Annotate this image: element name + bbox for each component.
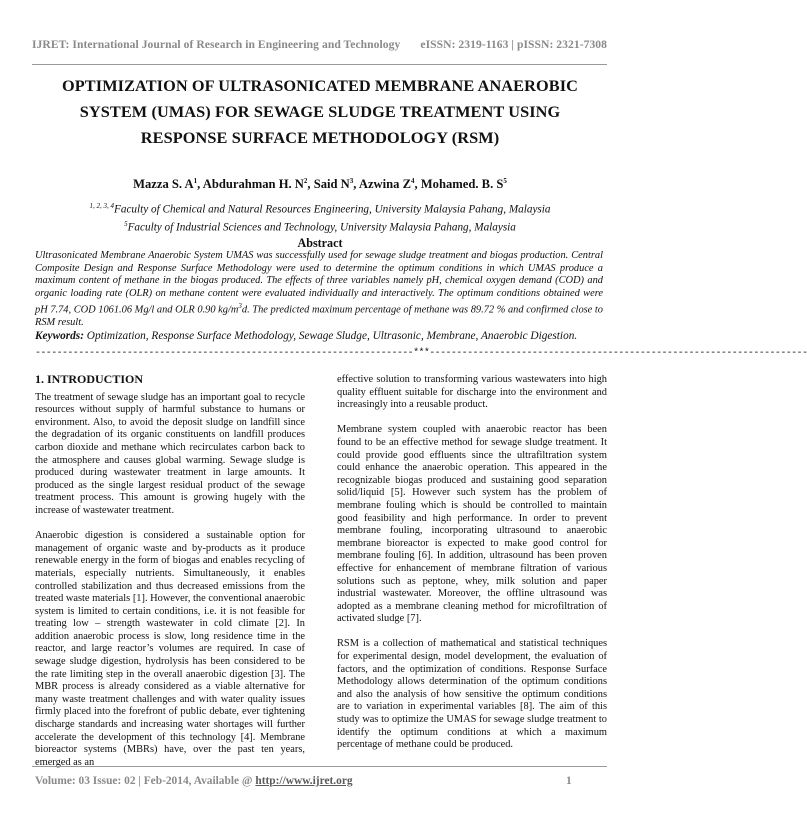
footer-volume: Volume: 03 Issue: 02 | Feb-2014, Available @ bbox=[35, 775, 256, 787]
paragraph: The treatment of sewage sludge has an important goal to recycle resources without supply of harmful substance to humans or environment. Also, to avoid the deposit sludge on landfill since the degradation of its organic constituents on landfill produces carbon dioxide and methane which recirculates carbon back to the atmosphere and causes global warming. Sewage sludge is produced during wastewater treatment in large amounts. It produced as the single largest residual product of the sewage treatment process. This amount is growing hugely with the increase of wastewater treatment. bbox=[35, 391, 305, 516]
abstract-text: Ultrasonicated Membrane Anaerobic System UMAS was successfully used for sewage sludge treatment and biogas production. Central Composite Design and Response Surface Methodology were used to determine the optimum conditions in which UMAS produce a maximum content of methane in the biogas produced. The effects of three variables namely pH, chemical oxygen demand (COD) and organic loading rate (OLR) on methane content were evaluated individually and interactively. The optimum conditions obtained were pH 7.74, COD 1061.06 Mg/l and OLR 0.90 $kg/m^3d$. The predicted maximum percentage of methane was 89.72 % and confirmed close to RSM result. bbox=[35, 250, 604, 329]
paragraph: RSM is a collection of mathematical and statistical techniques for experimental design, model development, the evaluation of factors, and the optimization of conditions. Response Surface Methodology allows determination of the optimum conditions and also the analysis of how sensitive the optimum conditions are to variation in experimental variables [8]. The aim of this study was to optimize the UMAS for sewage sludge treatment to identify the optimum conditions at which a maximum percentage of methane could be produced. bbox=[337, 638, 607, 751]
left-column bbox=[35, 373, 305, 782]
journal-name: IJRET: International Journal of Research in Engineering and Technology bbox=[32, 38, 401, 51]
affiliation-line: $^5$Faculty of Industrial Sciences and Technology, University Malaysia Pahang, Malaysia bbox=[124, 219, 516, 234]
footer-divider bbox=[32, 766, 607, 767]
paragraph: Anaerobic digestion is considered a sustainable option for management of organic waste and by-products as it produce renewable energy in the form of biogas and enables recycling of materials, especially nutrients. Simultaneously, it enables controlled stabilization and thus decreased emissions from the treated waste materials [1]. However, the conventional anaerobic system is limited to certain conditions, i.e. it is not feasible for treating low – strength wastewater in cold climate [2]. In addition anaerobic process is slow, long residence time in the reactor, and large reactor’s volumes are required. In case of sewage sludge digestion, hydrolysis has been considered to be the rate limiting step in the overall anaerobic digestion [3]. The MBR process is already considered as a viable alternative for many waste treatment challenges and with water quality issues firmly placed into the forefront of public debate, ever tightening discharge standards and increasing water shortages will further accelerate the development of this technology [4]. Membrane bioreactor systems (MBRs) have, over the past ten years, emerged as an bbox=[35, 530, 305, 768]
author: Said $N^3$ bbox=[313, 177, 354, 192]
section-heading: 1. INTRODUCTION bbox=[35, 372, 144, 386]
abstract-heading: Abstract bbox=[297, 236, 343, 250]
right-column bbox=[337, 374, 607, 764]
page-number: 1 bbox=[566, 775, 572, 787]
author: Abdurahman H. $N^2$ bbox=[202, 177, 308, 192]
author-list: Mazza S. $A^1$, Abdurahman H. $N^2$, Said $N^3$, Azwina $Z^4$, Mohamed. B. $S^5$ bbox=[133, 177, 507, 192]
author: Azwina $Z^4$ bbox=[358, 177, 415, 192]
keywords-label: Keywords: bbox=[35, 330, 84, 342]
paragraph: effective solution to transforming various wastewaters into high quality effluent suitable for discharge into the environment and increasingly into a reusable product. bbox=[337, 374, 607, 411]
paragraph: Membrane system coupled with anaerobic reactor has been found to be an effective method for sewage sludge treatment. It could provide good effluents since the ultrafiltration system could enhance the anaerobic operation. This appeared in the recognizable biogas produced and sustaining good separation solid/liquid [5]. However such system has the problem of membrane fouling which is should be controlled to maintain good feasibility and high performance. In order to prevent membrane fouling, incorporating ultrasound to anaerobic membrane bioreactor is expected to make good control for membrane fouling [6]. In addition, ultrasound has been proven effective for enhancement of membrane filtration of various solutions such as peptone, whey, milk solution and paper industrial wastewater. Moreover, the offline ultrasound was adopted as a membrane cleaning method for microfiltration of activated sludge [7]. bbox=[337, 424, 607, 625]
issn-info: eISSN: 2319-1163 | pISSN: 2321-7308 bbox=[420, 38, 607, 51]
affiliations bbox=[40, 199, 600, 234]
author: Mohamed. B. $S^5$ bbox=[420, 177, 507, 192]
author: Mazza S. $A^1$ bbox=[133, 177, 198, 192]
running-header bbox=[32, 38, 607, 51]
journal-link[interactable]: http://www.ijret.org bbox=[255, 775, 353, 787]
paper-title: OPTIMIZATION OF ULTRASONICATED MEMBRANE ANAEROBIC SYSTEM (UMAS) FOR SEWAGE SLUDGE TREATMENT USING RESPONSE SURFACE METHODOLOGY (RSM) bbox=[61, 76, 578, 147]
keywords bbox=[35, 330, 603, 342]
section-separator: ----------------------------------------------------------------------***---------------------------------------------------------------------- bbox=[35, 348, 807, 359]
header-divider bbox=[32, 64, 607, 65]
affiliation-line: $^{1, 2, 3, 4}$Faculty of Chemical and Natural Resources Engineering, University Malaysia Pahang, Malaysia bbox=[89, 202, 551, 216]
keywords-list: Optimization, Response Surface Methodology, Sewage Sludge, Ultrasonic, Membrane, Anaerobic Digestion. bbox=[86, 330, 578, 342]
footer bbox=[35, 775, 575, 787]
